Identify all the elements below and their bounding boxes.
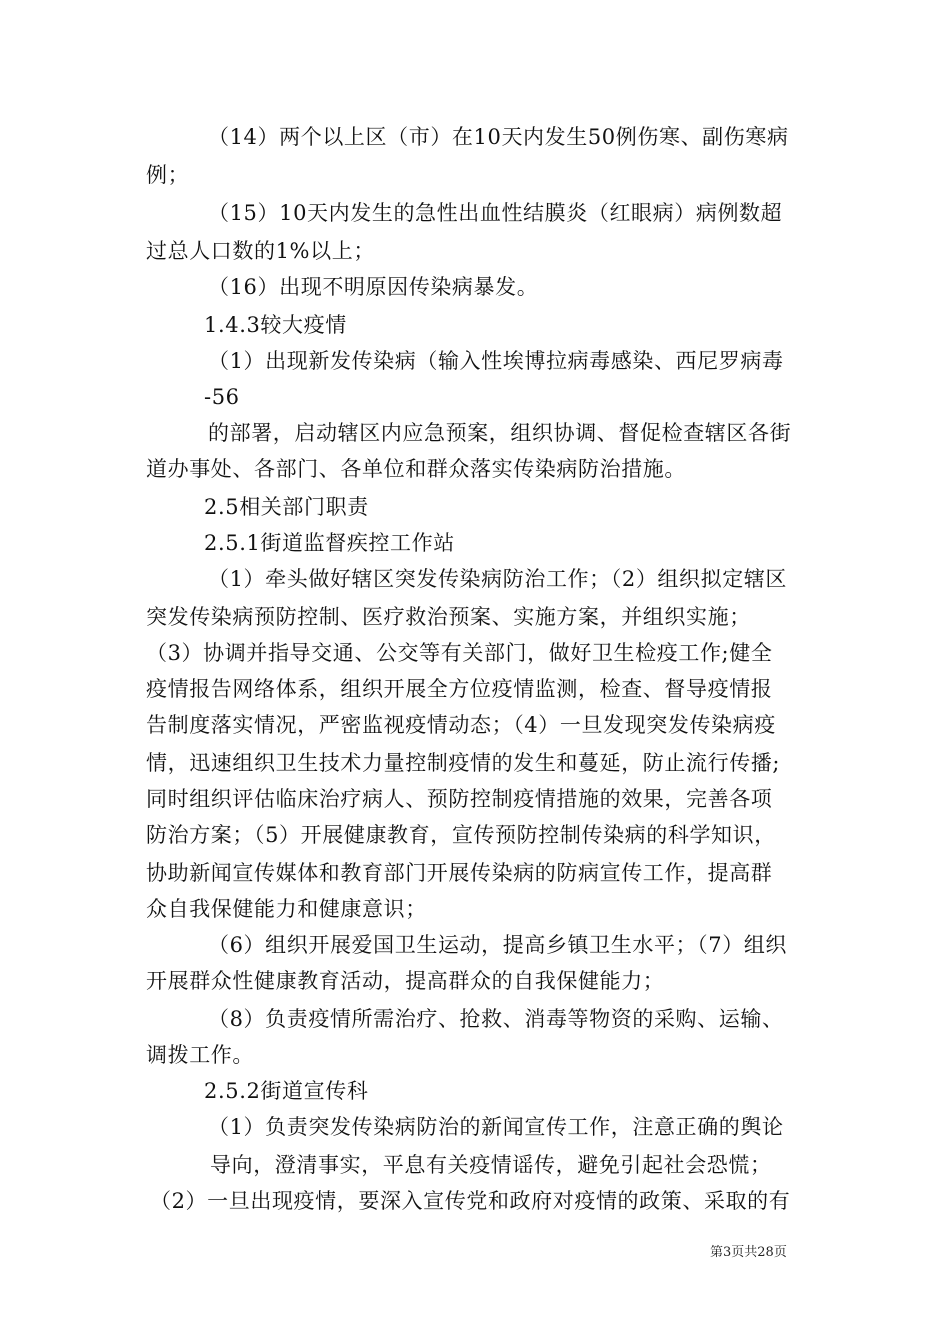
text-line: 例； <box>146 163 190 187</box>
text-line: 告制度落实情况，严密监视疫情动态；（4）一旦发现突发传染病疫 <box>146 713 776 737</box>
text-line: 突发传染病预防控制、医疗救治预案、实施方案，并组织实施； <box>146 605 751 629</box>
text-line: 道办事处、各部门、各单位和群众落实传染病防治措施。 <box>146 457 686 481</box>
text-line: （1）出现新发传染病（输入性埃博拉病毒感染、西尼罗病毒 <box>208 349 784 373</box>
text-line: 情，迅速组织卫生技术力量控制疫情的发生和蔓延，防止流行传播; <box>146 751 781 775</box>
text-line: （15）10天内发生的急性出血性结膜炎（红眼病）病例数超 <box>208 201 783 225</box>
section-heading: 2.5.2街道宣传科 <box>204 1079 369 1103</box>
section-heading: 2.5.1街道监督疾控工作站 <box>204 531 455 555</box>
text-line: （16）出现不明原因传染病暴发。 <box>208 275 539 299</box>
text-line: （2）一旦出现疫情，要深入宣传党和政府对疫情的政策、采取的有 <box>150 1189 791 1213</box>
text-line: （1）牵头做好辖区突发传染病防治工作；（2）组织拟定辖区 <box>208 567 788 591</box>
page-number-footer: 第3页共28页 <box>710 1245 787 1260</box>
text-line: （8）负责疫情所需治疗、抢救、消毒等物资的采购、运输、 <box>208 1007 784 1031</box>
text-line: 同时组织评估临床治疗病人、预防控制疫情措施的效果，完善各项 <box>146 787 773 811</box>
text-line: （1）负责突发传染病防治的新闻宣传工作，注意正确的舆论 <box>208 1115 784 1139</box>
text-line: 疫情报告网络体系，组织开展全方位疫情监测，检查、督导疫情报 <box>146 677 773 701</box>
text-line: （14）两个以上区（市）在10天内发生50例伤寒、副伤寒病 <box>208 125 789 149</box>
text-line: 开展群众性健康教育活动，提高群众的自我保健能力； <box>146 969 665 993</box>
text-line: -56 <box>204 385 240 409</box>
text-line: 防治方案；（5）开展健康教育，宣传预防控制传染病的科学知识， <box>146 823 776 847</box>
text-line: （3）协调并指导交通、公交等有关部门，做好卫生检疫工作;健全 <box>146 641 773 665</box>
text-line: 众自我保健能力和健康意识； <box>146 897 427 921</box>
text-line: 协助新闻宣传媒体和教育部门开展传染病的防病宣传工作，提高群 <box>146 861 773 885</box>
section-heading: 1.4.3较大疫情 <box>204 313 347 337</box>
text-line: 调拨工作。 <box>146 1043 254 1067</box>
section-heading: 2.5相关部门职责 <box>204 495 369 519</box>
text-line: （6）组织开展爱国卫生运动，提高乡镇卫生水平；（7）组织 <box>208 933 788 957</box>
text-line: 的部署，启动辖区内应急预案，组织协调、督促检查辖区各街 <box>208 421 792 445</box>
text-line: 过总人口数的1%以上； <box>146 239 375 263</box>
text-line: 导向，澄清事实，平息有关疫情谣传，避免引起社会恐慌； <box>210 1153 772 1177</box>
